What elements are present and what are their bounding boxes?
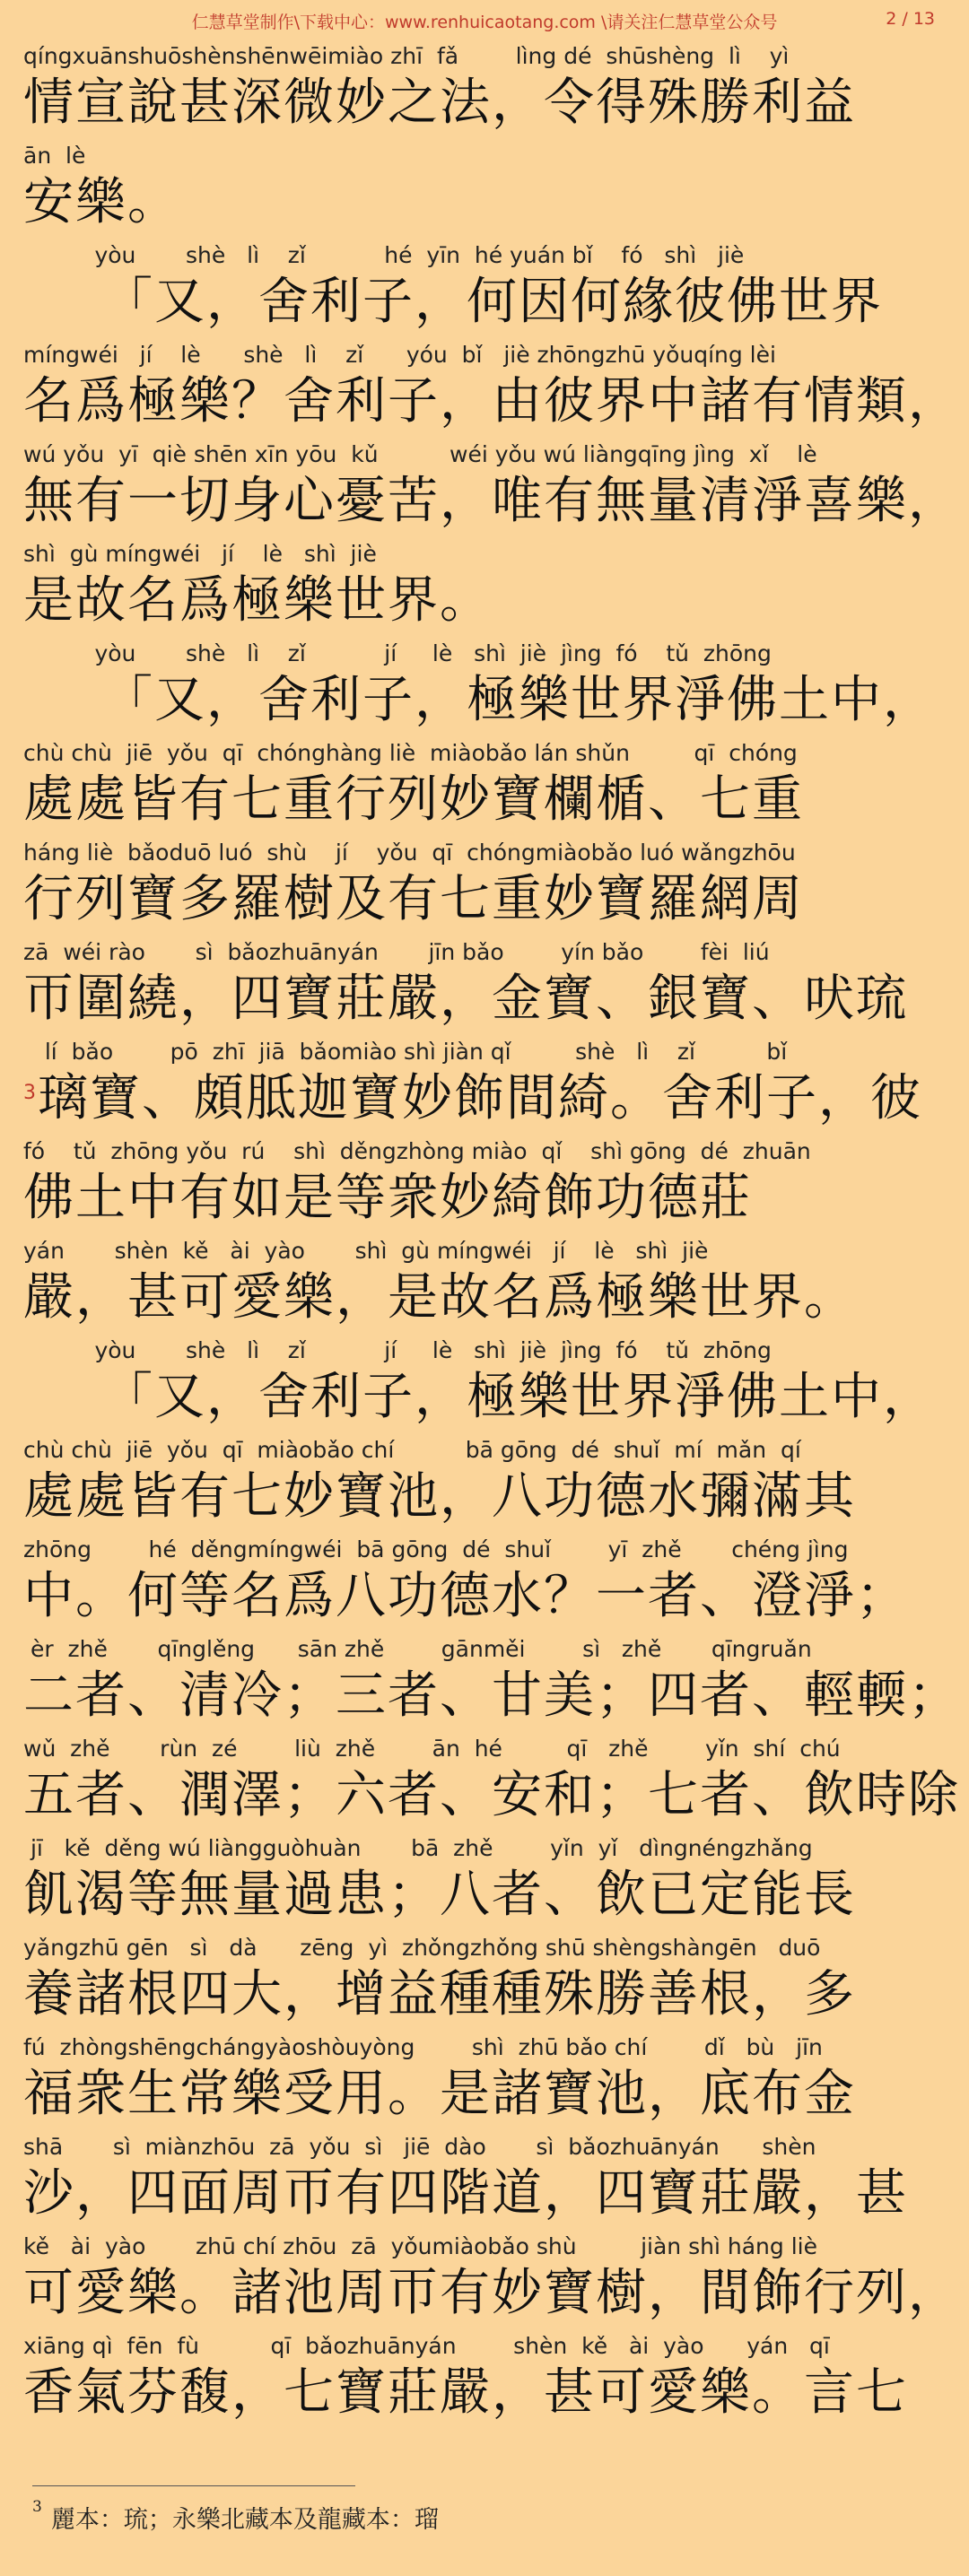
pinyin-line: shā sì miànzhōu zā yǒu sì jiē dào sì bǎozhuānyán shèn	[23, 2134, 816, 2160]
text-line	[23, 2230, 960, 2329]
pinyin-line: yǎngzhū gēn sì dà zēng yì zhǒngzhǒng shū shèngshàngēn duō	[23, 1935, 821, 1961]
hanzi-text: 沙，四面周帀有四階道，四寶莊嚴，甚	[23, 2164, 908, 2223]
pinyin-line: jī kě děng wú liàngguòhuàn bā zhě yǐn yǐ dìngnéngzhǎng	[23, 1835, 813, 1861]
pinyin-line: yòu shè lì zǐ jí lè shì jiè jìng fó tǔ zhōng	[23, 640, 772, 666]
pinyin-line: fú zhòngshēngchángyàoshòuyòng shì zhū bǎo chí dǐ bù jīn	[23, 2034, 823, 2060]
sutra-text	[23, 39, 960, 2429]
hanzi-line	[23, 2264, 960, 2323]
hanzi-line	[23, 472, 960, 531]
hanzi-text: 佛土中有如是等衆妙綺飾功德莊	[23, 1169, 752, 1227]
hanzi-line	[23, 372, 960, 431]
text-line	[23, 637, 951, 736]
text-line	[23, 1035, 951, 1135]
pinyin-line: xiāng qì fēn fù qī bǎozhuānyán shèn kě ài yào yán qī	[23, 2333, 830, 2359]
text-line	[23, 1832, 951, 1931]
hanzi-line	[23, 2363, 951, 2423]
hanzi-line	[23, 273, 951, 332]
text-line	[23, 1632, 960, 1732]
pinyin-line: yòu shè lì zǐ jí lè shì jiè jìng fó tǔ zhōng	[23, 1337, 772, 1363]
footnote-number: 3	[32, 2498, 42, 2516]
hanzi-text: 福衆生常樂受用。是諸寶池，底布金	[23, 2065, 856, 2123]
hanzi-text: 行列寶多羅樹及有七重妙寶羅網周	[23, 870, 804, 928]
text-line	[23, 1135, 951, 1234]
page-header	[0, 5, 969, 36]
hanzi-text: 養諸根四大，增益種種殊勝善根，多	[23, 1965, 856, 2023]
hanzi-text: 嚴，甚可愛樂，是故名爲極樂世界。	[23, 1268, 856, 1327]
text-line	[23, 139, 951, 239]
hanzi-text: 中。何等名爲八功德水？一者、澄淨；	[23, 1567, 908, 1625]
footnote-text: 麗本：琉；永樂北藏本及龍藏本：瑠	[50, 2506, 439, 2534]
pinyin-line: chù chù jiē yǒu qī miàobǎo chí bā gōng dé shuǐ mí mǎn qí	[23, 1437, 801, 1463]
pinyin-line: lí bǎo pō zhī jiā bǎomiào shì jiàn qǐ shè lì zǐ bǐ	[23, 1039, 788, 1065]
pinyin-line: fó tǔ zhōng yǒu rú shì děngzhòng miào qǐ shì gōng dé zhuān	[23, 1138, 811, 1164]
text-line	[23, 338, 960, 438]
text-line	[23, 1234, 951, 1334]
hanzi-text: 「又，舍利子，極樂世界淨佛土中，	[23, 1368, 935, 1426]
pinyin-line: zā wéi rào sì bǎozhuānyán jīn bǎo yín bǎo fèi liú	[23, 939, 770, 965]
hanzi-line	[23, 671, 951, 730]
text-line	[23, 438, 960, 537]
hanzi-line	[23, 1467, 951, 1527]
pinyin-line: zhōng hé děngmíngwéi bā gōng dé shuǐ yī zhě chéng jìng	[23, 1536, 849, 1562]
text-line	[23, 1533, 951, 1632]
pinyin-line: chù chù jiē yǒu qī chónghàng liè miàobǎo lán shǔn qī chóng	[23, 740, 798, 766]
text-line	[23, 39, 951, 139]
hanzi-text: 五者、潤澤；六者、安和；七者、飲時除	[23, 1766, 960, 1824]
hanzi-line	[23, 571, 951, 631]
hanzi-line	[23, 1667, 960, 1726]
hanzi-line	[23, 1567, 951, 1626]
text-line	[23, 936, 951, 1035]
text-line	[23, 1732, 960, 1832]
hanzi-text: 璃寶、頗胝迦寶妙飾間綺。舍利子，彼	[38, 1069, 922, 1127]
hanzi-text: 名爲極樂？舍利子，由彼界中諸有情類，	[23, 372, 960, 431]
hanzi-line	[23, 2164, 951, 2224]
hanzi-text: 可愛樂。諸池周帀有妙寶樹，間飾行列，	[23, 2264, 960, 2322]
hanzi-text: 「又，舍利子，何因何緣彼佛世界	[23, 273, 883, 331]
pinyin-line: yòu shè lì zǐ hé yīn hé yuán bǐ fó shì jiè	[23, 242, 745, 268]
footnote	[32, 2500, 439, 2535]
hanzi-line	[23, 1268, 951, 1327]
text-line	[23, 2130, 951, 2230]
text-line	[23, 1334, 951, 1433]
hanzi-text: 情宣說甚深微妙之法，令得殊勝利益	[23, 74, 856, 132]
text-line	[23, 239, 951, 338]
hanzi-line	[23, 74, 951, 133]
hanzi-line	[23, 1866, 951, 1925]
text-line	[23, 836, 951, 936]
hanzi-line	[23, 1766, 960, 1825]
hanzi-line	[23, 1169, 951, 1228]
text-line	[23, 2329, 951, 2429]
header-title: 仁慧草堂制作\下载中心：www.renhuicaotang.com \请关注仁慧草堂公众号	[191, 13, 778, 32]
hanzi-text: 飢渴等無量過患；八者、飲已定能長	[23, 1866, 856, 1924]
text-line	[23, 736, 951, 836]
hanzi-line	[23, 173, 951, 232]
pinyin-line: kě ài yào zhū chí zhōu zā yǒumiàobǎo shù jiàn shì háng liè	[23, 2233, 817, 2259]
footnote-divider	[32, 2485, 355, 2486]
hanzi-line	[23, 1069, 951, 1128]
hanzi-text: 香氣芬馥，七寶莊嚴，甚可愛樂。言七	[23, 2363, 908, 2422]
hanzi-text: 處處皆有七妙寶池，八功德水彌滿其	[23, 1467, 856, 1526]
pinyin-line: háng liè bǎoduō luó shù jí yǒu qī chóngmiàobǎo luó wǎngzhōu	[23, 840, 796, 866]
hanzi-text: 是故名爲極樂世界。	[23, 571, 492, 630]
text-line	[23, 2031, 951, 2130]
text-line	[23, 1433, 951, 1533]
pinyin-line: ān lè	[23, 143, 86, 169]
hanzi-line	[23, 970, 951, 1029]
hanzi-text: 「又，舍利子，極樂世界淨佛土中，	[23, 671, 935, 729]
text-line	[23, 537, 951, 637]
pinyin-line: wǔ zhě rùn zé liù zhě ān hé qī zhě yǐn shí chú	[23, 1736, 841, 1762]
footnote-marker: 3	[23, 1082, 38, 1104]
hanzi-text: 帀圍繞，四寶莊嚴，金寶、銀寶、吠琉	[23, 970, 908, 1028]
pinyin-line: yán shèn kě ài yào shì gù míngwéi jí lè shì jiè	[23, 1238, 709, 1264]
hanzi-text: 二者、清冷；三者、甘美；四者、輕輭；	[23, 1667, 960, 1725]
hanzi-line	[23, 870, 951, 929]
pinyin-line: èr zhě qīnglěng sān zhě gānměi sì zhě qīngruǎn	[23, 1636, 812, 1662]
hanzi-line	[23, 770, 951, 830]
pinyin-line: shì gù míngwéi jí lè shì jiè	[23, 541, 377, 567]
hanzi-line	[23, 2065, 951, 2124]
text-line	[23, 1931, 951, 2031]
pinyin-line: wú yǒu yī qiè shēn xīn yōu kǔ wéi yǒu wú liàngqīng jìng xǐ lè	[23, 441, 817, 467]
page-number: 2 / 13	[886, 9, 935, 29]
hanzi-text: 處處皆有七重行列妙寶欄楯、七重	[23, 770, 804, 829]
pinyin-line: míngwéi jí lè shè lì zǐ yóu bǐ jiè zhōngzhū yǒuqíng lèi	[23, 342, 776, 368]
hanzi-line	[23, 1368, 951, 1427]
hanzi-line	[23, 1965, 951, 2024]
hanzi-text: 安樂。	[23, 173, 179, 231]
pinyin-line: qíngxuānshuōshènshēnwēimiào zhī fǎ lìng dé shūshèng lì yì	[23, 43, 790, 69]
hanzi-text: 無有一切身心憂苦，唯有無量清淨喜樂，	[23, 472, 960, 530]
